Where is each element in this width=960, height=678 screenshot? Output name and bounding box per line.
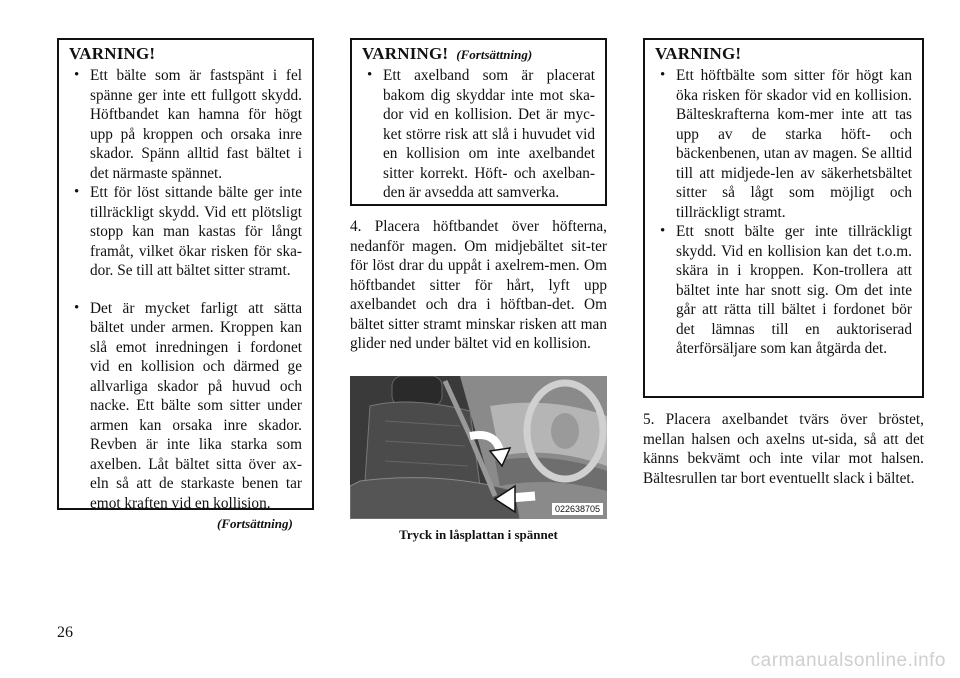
warning-box-right xyxy=(643,38,924,398)
warning-list xyxy=(655,66,912,359)
warning-item: • Ett för löst sittande bälte ger inte tillräckligt skydd. Vid ett plötsligt stopp kan man kastas för långt framåt, vilket ökar risken för ska-dor. Se till att bältet sitter stramt. xyxy=(69,183,302,281)
step-5-text: 5. Placera axelbandet tvärs över bröstet, mellan halsen och axelns ut-sida, så att det känns bekvämt och inte vilar mot halsen. Bältesrullen tar bort eventuellt slack i bältet. xyxy=(643,411,924,487)
warning-box-middle xyxy=(350,38,607,206)
warning-item: • Ett axelband som är placerat bakom dig skyddar inte mot ska-dor vid en kollision. Det är myc-ket större risk att slå i huvudet vid en kollision om inte axelbandet sitter korrekt. Höft- och axelban-den är avsedda att samverka. xyxy=(362,66,595,203)
car-interior-illustration xyxy=(350,376,607,519)
warning-title: VARNING! xyxy=(362,44,449,63)
warning-item: • Det är mycket farligt att sätta bältet under armen. Kroppen kan slå emot inredningen i fordonet vid en kollision och därmed ge allvarliga skador på huvud och nacke. Ett bälte som sitter under armen kan orsaka inre skador. Revben är inte lika starka som axelben. Låt bältet sitta över ax-eln så att de starkaste benen tar emot kraften vid en kollision. xyxy=(69,299,302,514)
figure-caption: Tryck in låsplattan i spännet xyxy=(399,527,558,542)
watermark: carmanualsonline.info xyxy=(750,650,946,671)
warning-item: • Ett bälte som är fastspänt i fel spänne ger inte ett fullgott skydd. Höftbandet kan hamna för högt upp på kroppen och orsaka inre skador. Spänn alltid fast bältet i det närmaste spännet. xyxy=(69,66,302,183)
warning-item: • Ett snott bälte ger inte tillräckligt skydd. Vid en kollision kan det t.o.m. skära in i kroppen. Kon-trollera att bältet inte har snott sig. Om det inte går att rätta till bältet i fordonet bör det lämnas till en auktoriserad återförsäljare som kan åtgärda det. xyxy=(655,222,912,359)
seatbelt-buckle-figure xyxy=(350,376,607,519)
warning-title: VARNING! xyxy=(655,44,742,63)
warning-list xyxy=(362,66,595,203)
warning-continued-label: (Fortsättning) xyxy=(456,47,533,62)
warning-item: • Ett höftbälte som sitter för högt kan öka risken för skador vid en kollision. Bälteskrafterna kom-mer inte att tas upp av de starka höft- och bäckenbenen, utan av magen. Se alltid till att midjede-len av säkerhetsbältet sitter så lågt som möjligt och tillräckligt stramt. xyxy=(655,66,912,222)
warning-box-left xyxy=(57,38,314,510)
figure-code: 022638705 xyxy=(552,503,603,515)
warning-list xyxy=(69,66,302,513)
warning-title: VARNING! xyxy=(69,44,156,63)
continued-note: (Fortsättning) xyxy=(217,516,293,531)
page-number: 26 xyxy=(57,624,73,641)
step-4-text: 4. Placera höftbandet över höfterna, nedanför magen. Om midjebältet sit-ter för löst drar du uppåt i axelrem-men. Om höftbandet sitter för hårt, lyft upp axelbandet och dra i höftban-det. Om bältet sitter stramt minskar risken att man glider ned under bältet vid en kollision. xyxy=(350,218,607,352)
